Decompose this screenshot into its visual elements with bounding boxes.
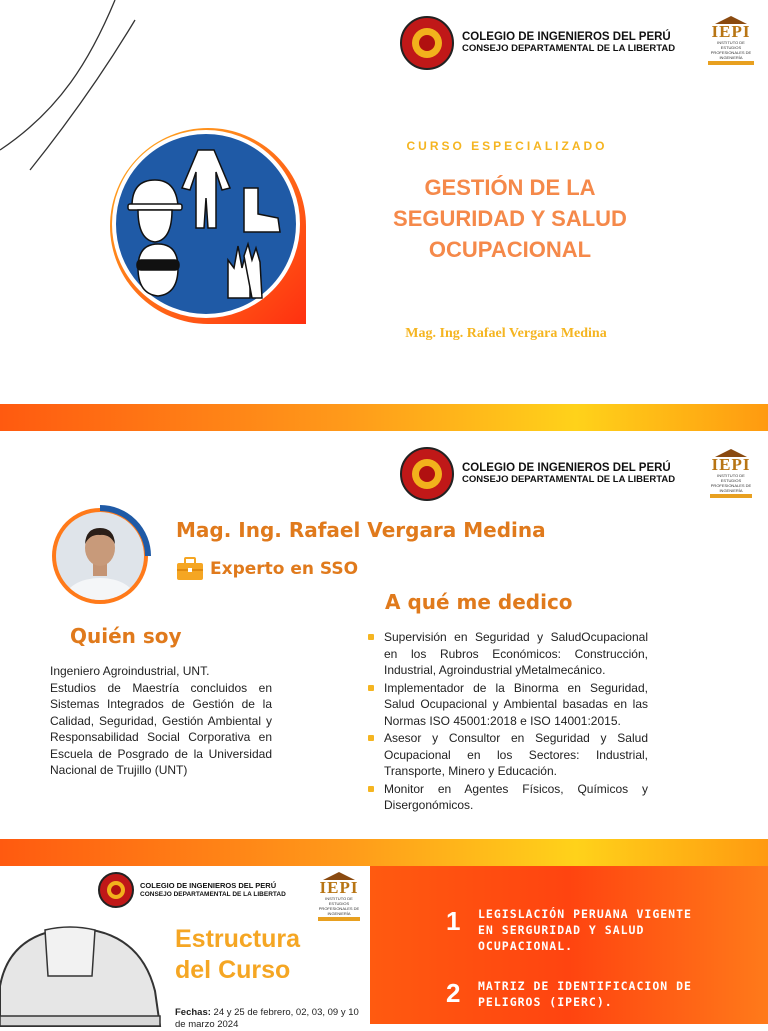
- divider-band-1: [0, 404, 768, 431]
- slide-course-structure: [0, 866, 768, 1030]
- list-item: Implementador de la Binorma en Seguridad, Salud Ocupacional y Ambiental basadas en las Normas ISO 45001:2018 e ISO 14001:2015.: [368, 680, 648, 730]
- module-item-1: 1 LEGISLACIÓN PERUANA VIGENTE EN SERGURIDAD Y SALUD OCUPACIONAL.: [446, 906, 692, 953]
- org-seal-icon: [400, 447, 454, 501]
- ppe-safety-icon: [110, 128, 306, 324]
- course-kicker: CURSO ESPECIALIZADO: [406, 139, 608, 153]
- iepi-logo: IEPI INSTITUTO DE ESTUDIOS PROFESIONALES DE INGENIERÍA: [708, 16, 754, 65]
- module-item-2: 2 MATRIZ DE IDENTIFICACION DE PELIGROS (IPERC).: [446, 978, 692, 1009]
- org-logo-header-3: COLEGIO DE INGENIEROS DEL PERÚ CONSEJO DEPARTAMENTAL DE LA LIBERTAD: [98, 872, 286, 908]
- structure-title: Estructura del Curso: [175, 925, 301, 984]
- org-logo-header: [400, 16, 675, 70]
- course-dates: Fechas: 24 y 25 de febrero, 02, 03, 09 y 10 de marzo 2024: [175, 1007, 359, 1030]
- iepi-logo: IEPI INSTITUTO DE ESTUDIOS PROFESIONALES DE INGENIERÍA: [710, 449, 752, 498]
- profile-name: Mag. Ing. Rafael Vergara Medina: [176, 518, 546, 542]
- instructor-name: Mag. Ing. Rafael Vergara Medina: [405, 326, 607, 341]
- dedico-list: [368, 629, 648, 815]
- iepi-logo: IEPI INSTITUTO DE ESTUDIOS PROFESIONALES DE INGENIERÍA: [318, 872, 360, 921]
- briefcase-icon: [176, 557, 204, 581]
- org-name: COLEGIO DE INGENIEROS DEL PERÚ: [462, 30, 671, 43]
- divider-band-2: [0, 839, 768, 866]
- avatar: [52, 508, 148, 604]
- course-title: GESTIÓN DE LA SEGURIDAD Y SALUD OCUPACIONAL: [393, 175, 627, 262]
- org-logo-header-2: COLEGIO DE INGENIEROS DEL PERÚ CONSEJO DEPARTAMENTAL DE LA LIBERTAD: [400, 447, 675, 501]
- org-seal-icon: [400, 16, 454, 70]
- quien-heading: Quién soy: [70, 624, 182, 648]
- bio-text: Ingeniero Agroindustrial, UNT. Estudios de Maestría concluidos en Sistemas Integrados de Gestión de la Calidad, Seguridad, Gestión Ambiental y Responsabilidad Social Corporativa en Escuela de Posgrado de la Universidad Nacional de Trujillo (UNT): [50, 664, 272, 777]
- slide-instructor-profile: [0, 431, 768, 839]
- org-sub: CONSEJO DEPARTAMENTAL DE LA LIBERTAD: [462, 43, 676, 55]
- org-seal-icon: [98, 872, 134, 908]
- list-item: Asesor y Consultor en Seguridad y Salud Ocupacional en los Sectores: Industrial, Transporte, Minero y Educación.: [368, 730, 648, 780]
- dedico-heading: A qué me dedico: [385, 590, 573, 614]
- list-item: Supervisión en Seguridad y SaludOcupacional en los Rubros Económicos: Construcción, Industrial, Agroindustrial yMetalmecánico.: [368, 629, 648, 679]
- slide-course-cover: [0, 0, 768, 405]
- hard-hat-illustration: [0, 916, 170, 1026]
- profile-role: Experto en SSO: [176, 557, 358, 581]
- list-item: Monitor en Agentes Físicos, Químicos y Disergonómicos.: [368, 781, 648, 814]
